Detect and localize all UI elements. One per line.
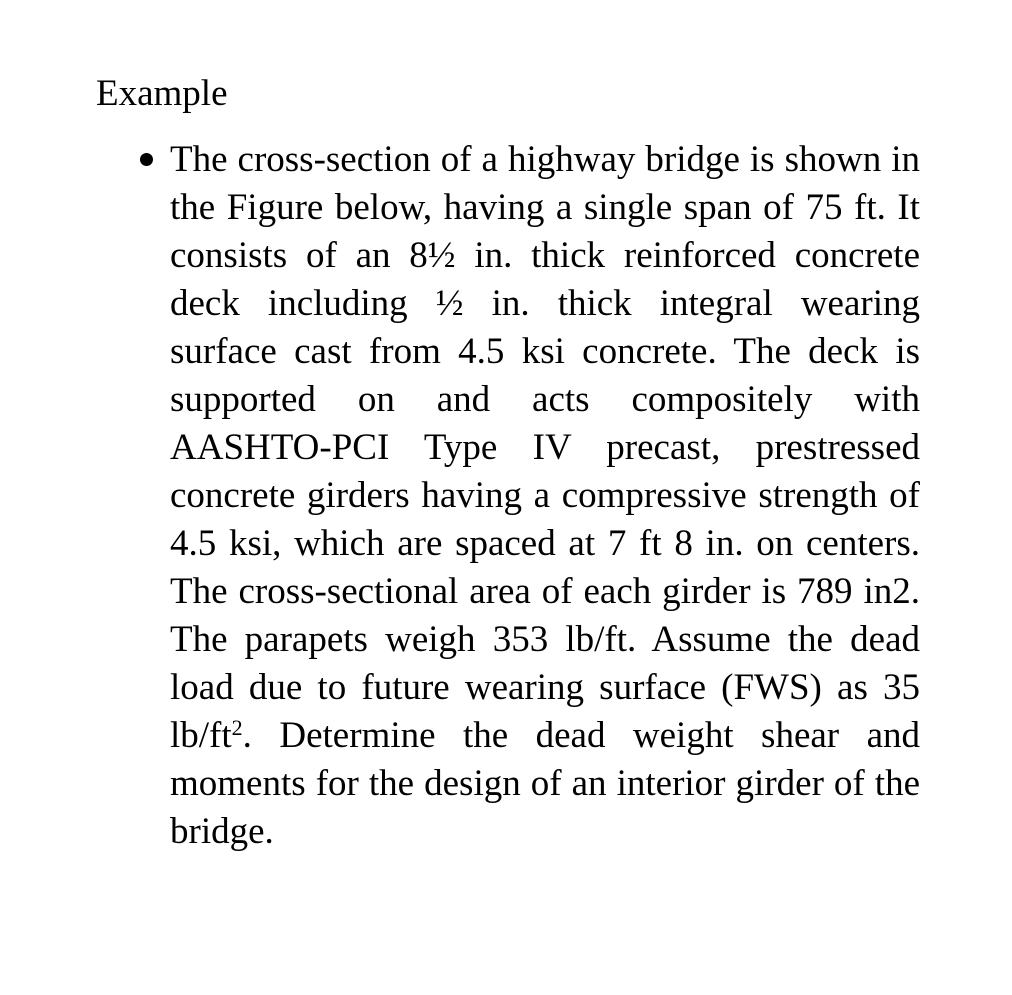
problem-list	[138, 136, 920, 856]
problem-text-part-2: . Determine the dead weight shear and moments for the design of an interior girder of the bridge.	[170, 715, 920, 852]
example-heading: Example	[96, 73, 228, 114]
problem-text-part-1: The cross-section of a highway bridge is shown in the Figure below, having a single span of 75 ft. It consists of an 8½ in. thick reinforced concrete deck including ½ in. thick integral wearing surface cast from 4.5 ksi concrete. The deck is supported on and acts compositely with AASHTO-PCI Type IV precast, prestressed concrete girders having a compressive strength of 4.5 ksi, which are spaced at 7 ft 8 in. on centers. The cross-sectional area of each girder is 789 in2. The parapets weigh 353 lb/ft. Assume the dead load due to future wearing surface (FWS) as 35 lb/ft	[170, 139, 920, 756]
superscript-2: 2	[231, 715, 243, 740]
bullet-icon	[140, 153, 153, 166]
problem-statement	[138, 136, 920, 856]
